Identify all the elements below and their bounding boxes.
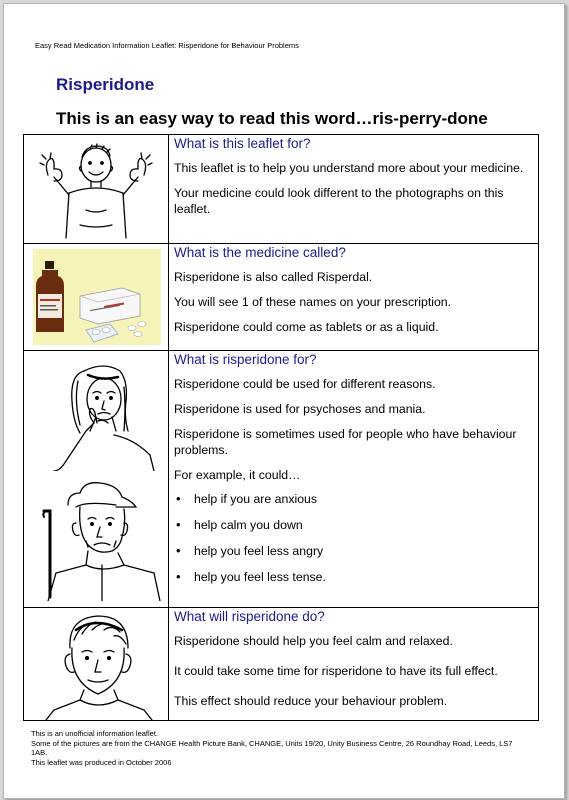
- section-paragraph: This effect should reduce your behaviour problem.: [174, 694, 448, 708]
- footer-line: This leaflet was produced in October 2006: [31, 757, 172, 767]
- section-paragraph: Risperidone should help you feel calm and relaxed.: [174, 634, 453, 648]
- picture-cell: [24, 608, 169, 721]
- page-footer: [31, 729, 521, 767]
- section-row: [24, 351, 539, 608]
- section-paragraph: Risperidone could be used for different reasons.: [174, 377, 436, 391]
- man-in-wheelchair-icon: [24, 481, 168, 601]
- picture-cell: [24, 135, 169, 244]
- page-header: Easy Read Medication Information Leaflet: Risperidone for Behaviour Problems: [35, 41, 299, 50]
- text-cell: [169, 608, 539, 721]
- bullet-list: [174, 491, 532, 595]
- text-cell: [169, 244, 539, 351]
- text-cell: [169, 135, 539, 244]
- section-paragraph: This leaflet is to help you understand more about your medicine.: [174, 161, 524, 175]
- bullet-item: • help calm you down: [174, 517, 532, 543]
- section-question: What is the medicine called?: [174, 245, 346, 260]
- section-row: [24, 244, 539, 351]
- calm-man-face-icon: [24, 608, 168, 720]
- text-cell: [169, 351, 539, 608]
- footer-line: Some of the pictures are from the CHANGE Health Picture Bank, CHANGE, Units 19/20, Unity Business Centre, 26 Roundhay Road, Leeds, LS7 1AB.: [31, 738, 513, 757]
- picture-cell: [24, 244, 169, 351]
- section-paragraph: It could take some time for risperidone to have its full effect.: [174, 664, 498, 678]
- section-paragraph: Risperidone is also called Risperdal.: [174, 270, 373, 284]
- section-question: What will risperidone do?: [174, 609, 325, 624]
- section-question: What is this leaflet for?: [174, 136, 311, 151]
- section-row: [24, 608, 539, 721]
- info-table: [23, 134, 539, 721]
- bullet-item: • help you feel less tense.: [174, 569, 532, 595]
- footer-line: This is an unofficial information leaflet.: [31, 729, 159, 738]
- worried-woman-icon: [24, 351, 168, 471]
- section-paragraph: Your medicine could look different to the photographs on this leaflet.: [174, 186, 504, 216]
- person-thumbs-up-icon: [24, 135, 168, 243]
- section-paragraph: Risperidone is sometimes used for people who have behaviour problems.: [174, 427, 517, 457]
- section-paragraph: Risperidone is used for psychoses and mania.: [174, 402, 426, 416]
- section-question: What is risperidone for?: [174, 352, 317, 367]
- page-title: Risperidone: [56, 75, 155, 94]
- section-paragraph: For example, it could…: [174, 468, 301, 482]
- bullet-item: • help if you are anxious: [174, 491, 532, 517]
- section-paragraph: You will see 1 of these names on your prescription.: [174, 295, 452, 309]
- medicine-bottle-and-tablets-photo: [24, 244, 168, 350]
- section-row: [24, 135, 539, 244]
- picture-cell: [24, 351, 169, 608]
- page-subtitle: This is an easy way to read this word…ris-perry-done: [56, 109, 488, 128]
- section-paragraph: Risperidone could come as tablets or as a liquid.: [174, 320, 439, 334]
- bullet-item: • help you feel less angry: [174, 543, 532, 569]
